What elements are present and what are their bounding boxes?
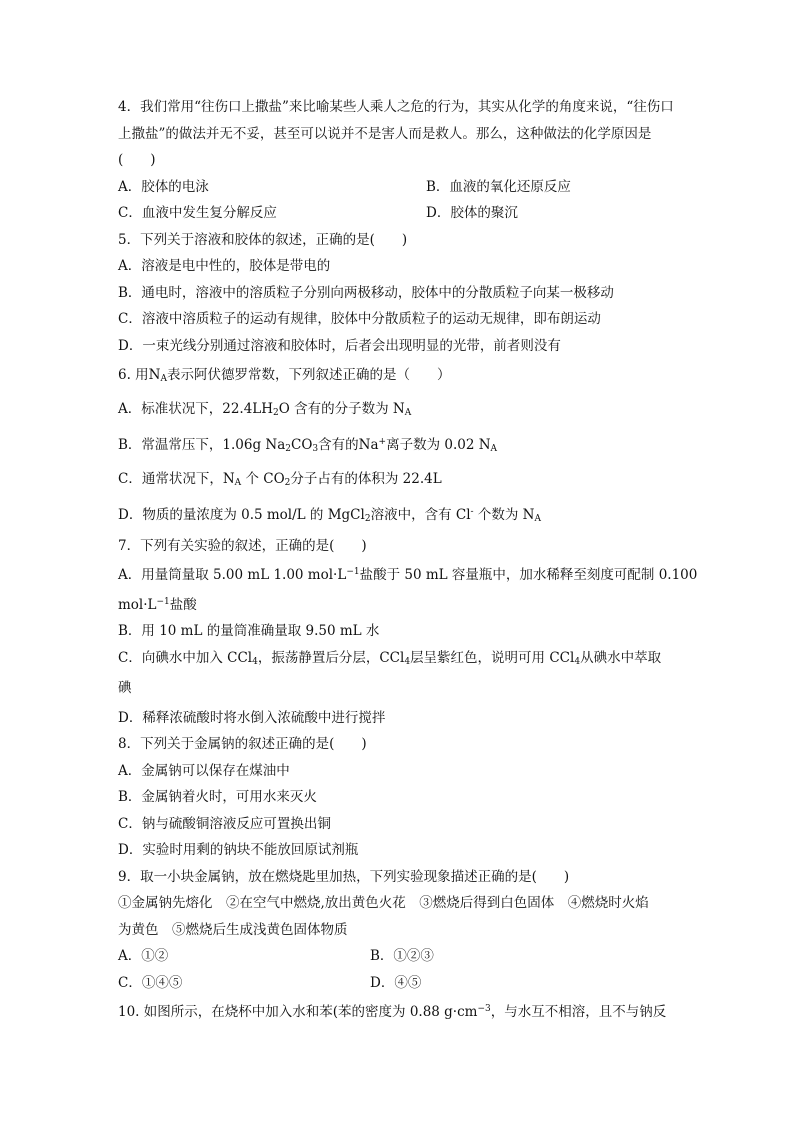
question-5-option-a: A．溶液是电中性的，胶体是带电的 — [118, 258, 331, 274]
question-8-option-b: B．金属钠着火时，可用水来灭火 — [118, 789, 317, 805]
question-5-option-b: B．通电时，溶液中的溶质粒子分别向两极移动，胶体中的分散质粒子向某一极移动 — [118, 284, 614, 301]
question-6-option-b: B．常温常压下，1.06g $Na_2CO_3$含有的Na+离子数为 0.02 $N_A$ — [118, 437, 498, 454]
question-4-options-row-2 — [118, 200, 678, 227]
question-8-option-c: C．钠与硫酸铜溶液反应可置换出铜 — [118, 815, 331, 832]
question-7-option-d: D．稀释浓硫酸时将水倒入浓硫酸中进行搅拌 — [118, 709, 386, 726]
question-9-statements-line-1: ①金属钠先熔化 ②在空气中燃烧,放出黄色火花 ③燃烧后得到白色固体 ④燃烧时火焰 — [118, 895, 649, 911]
question-4-option-d: D．胶体的聚沉 — [426, 205, 518, 221]
question-9-statements-line-2: 为黄色 ⑤燃烧后生成浅黄色固体物质 — [118, 921, 348, 938]
question-8-option-d: D．实验时用剩的钠块不能放回原试剂瓶 — [118, 842, 359, 858]
question-4-option-b: B．血液的氧化还原反应 — [426, 178, 571, 195]
question-7-option-a-line-2: $mol\cdot L^{-1}$盐酸 — [118, 596, 197, 613]
question-4-option-c: C．血液中发生复分解反应 — [118, 205, 277, 221]
question-10-stem: 10. 如图所示，在烧杯中加入水和苯(苯的密度为 0.88 $g\cdot cm^{-3}$，与水互不相溶，且不与钠反 — [118, 1004, 667, 1020]
question-6-option-c: C．通常状况下，$N_A$ 个 $CO_2$分子占有的体积为 22.4L — [118, 470, 442, 488]
question-7-option-b: B．用 10 mL 的量筒准确量取 9.50 mL 水 — [118, 623, 380, 639]
question-4-option-a: A．胶体的电泳 — [118, 178, 209, 195]
question-5-stem: 5．下列关于溶液和胶体的叙述，正确的是( ) — [118, 231, 408, 248]
question-9-option-a: A．①② — [118, 948, 169, 964]
question-6-stem: 6. 用$N_A$表示阿伏德罗常数，下列叙述正确的是（ ） — [118, 367, 451, 384]
question-9-options-row-2 — [118, 970, 678, 997]
question-9-stem: 9．取一小块金属钠，放在燃烧匙里加热，下列实验现象描述正确的是( ) — [118, 868, 570, 885]
question-5-option-d: D．一束光线分别通过溶液和胶体时，后者会出现明显的光带，前者则没有 — [118, 337, 561, 354]
question-9-option-d: D．④⑤ — [370, 974, 422, 991]
question-7-option-c-line-2: 碘 — [118, 680, 132, 696]
question-7-stem: 7．下列有关实验的叙述，正确的是( ) — [118, 537, 367, 554]
question-6-option-a: A．标准状况下，$22.4LH_2O$ 含有的分子数为 $N_A$ — [118, 400, 412, 418]
question-6-option-d: D．物质的量浓度为 0.5 mol/L 的 MgCl$_2$溶液中，含有 Cl- 个数为 $N_A$ — [118, 507, 541, 524]
question-4-stem: 4．我们常用“往伤口上撒盐”来比喻某些人乘人之危的行为，其实从化学的角度来说，“往伤口上撒盐”的做法并无不妥，甚至可以说并不是害人而是救人。那么，这种做法的化学原因是( ) — [118, 99, 674, 168]
question-9-option-c: C．①④⑤ — [118, 974, 183, 991]
question-9-option-b: B．①②③ — [370, 948, 434, 964]
question-5-option-c: C．溶液中溶质粒子的运动有规律，胶体中分散质粒子的运动无规律，即布朗运动 — [118, 311, 601, 327]
question-7-option-a-line-1: A．用量筒量取 5.00 mL 1.00 $mol\cdot L^{-1}$盐酸于 50 mL 容量瓶中，加水稀释至刻度可配制 0.100 — [118, 567, 698, 583]
question-8-stem: 8．下列关于金属钠的叙述正确的是( ) — [118, 736, 367, 752]
question-4-options-row-1 — [118, 174, 678, 201]
exam-page — [118, 94, 698, 1026]
question-7-option-c-line-1: C．向碘水中加入 CCl$_4$，振荡静置后分层，CCl$_4$层呈紫红色，说明可用 CCl$_4$从碘水中萃取 — [118, 649, 662, 667]
question-8-option-a: A．金属钠可以保存在煤油中 — [118, 762, 290, 779]
question-9-options-row-1 — [118, 943, 678, 970]
